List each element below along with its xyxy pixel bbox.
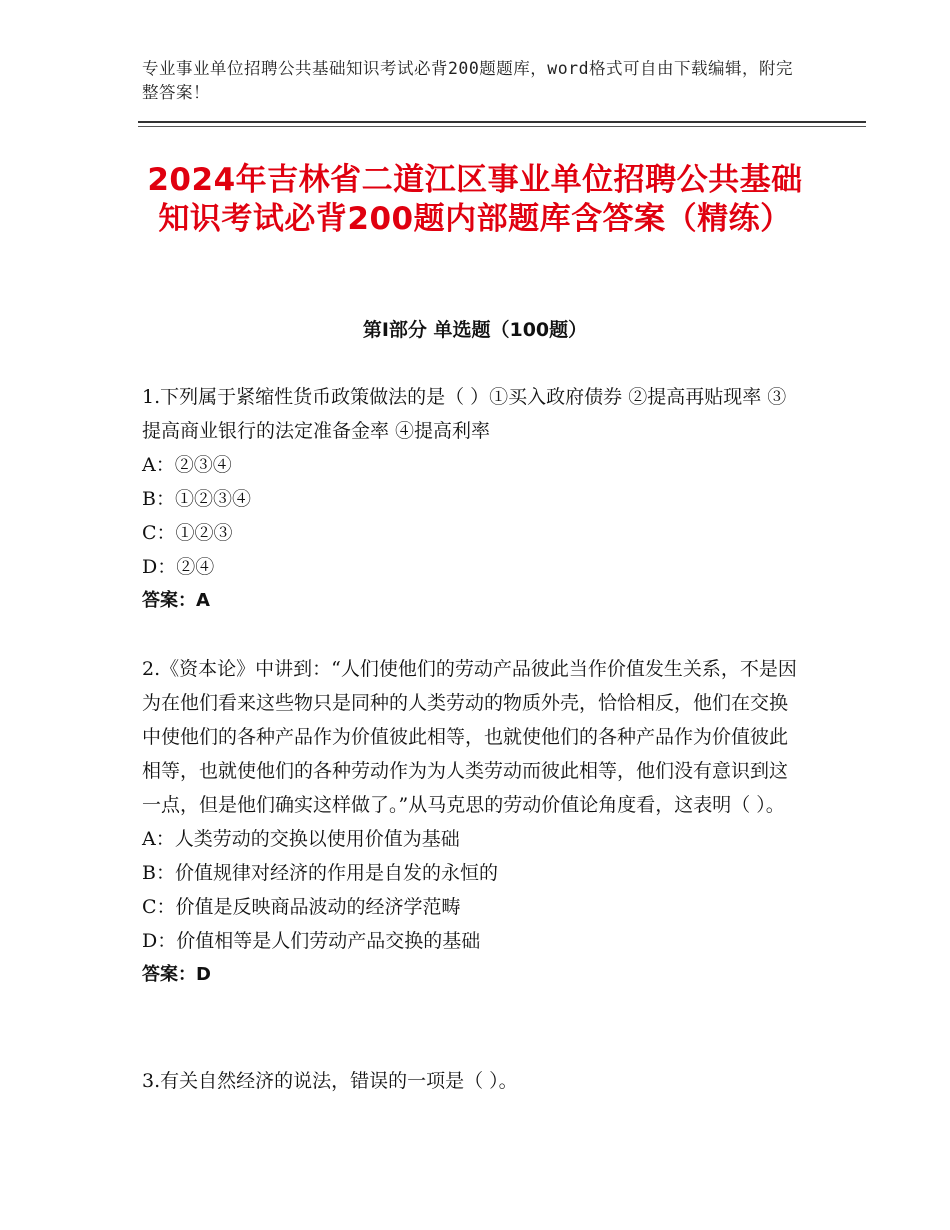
option-c: C：价值是反映商品波动的经济学范畴 bbox=[142, 896, 461, 918]
option-a: A：②③④ bbox=[142, 454, 232, 476]
option-a: A：人类劳动的交换以使用价值为基础 bbox=[142, 828, 460, 850]
header-note: 专业事业单位招聘公共基础知识考试必背200题题库，word格式可自由下载编辑，附完整答案！ bbox=[142, 59, 794, 102]
option-c: C：①②③ bbox=[142, 522, 233, 544]
header-rule-thick bbox=[138, 121, 866, 123]
question-2 bbox=[142, 652, 802, 992]
question-stem: 3.有关自然经济的说法，错误的一项是（ ）。 bbox=[142, 1070, 518, 1092]
section-heading: 第Ⅰ部分 单选题（100题） bbox=[362, 319, 588, 341]
question-1 bbox=[142, 380, 802, 618]
option-b: B：价值规律对经济的作用是自发的永恒的 bbox=[142, 862, 498, 884]
option-d: D：价值相等是人们劳动产品交换的基础 bbox=[142, 930, 481, 952]
answer-line: 答案：A bbox=[142, 590, 210, 611]
question-stem: 2.《资本论》中讲到：“人们使他们的劳动产品彼此当作价值发生关系，不是因为在他们看来这些物只是同种的人类劳动的物质外壳，恰恰相反，他们在交换中使他们的各种产品作为价值彼此相等，也就使他们的各种产品作为价值彼此相等，也就使他们的各种劳动作为为人类劳动而彼此相等，他们没有意识到这一点，但是他们确实这样做了。”从马克思的劳动价值论角度看，这表明（ ）。 bbox=[142, 658, 797, 816]
document-title: 2024年吉林省二道江区事业单位招聘公共基础知识考试必背200题内部题库含答案（精练） bbox=[147, 162, 803, 237]
option-d: D：②④ bbox=[142, 556, 215, 578]
header-rule-thin bbox=[138, 126, 866, 127]
question-stem: 1.下列属于紧缩性货币政策做法的是（ ）①买入政府债券 ②提高再贴现率 ③提高商业银行的法定准备金率 ④提高利率 bbox=[142, 386, 787, 442]
question-3 bbox=[142, 1064, 802, 1098]
option-b: B：①②③④ bbox=[142, 488, 251, 510]
answer-line: 答案：D bbox=[142, 964, 211, 985]
